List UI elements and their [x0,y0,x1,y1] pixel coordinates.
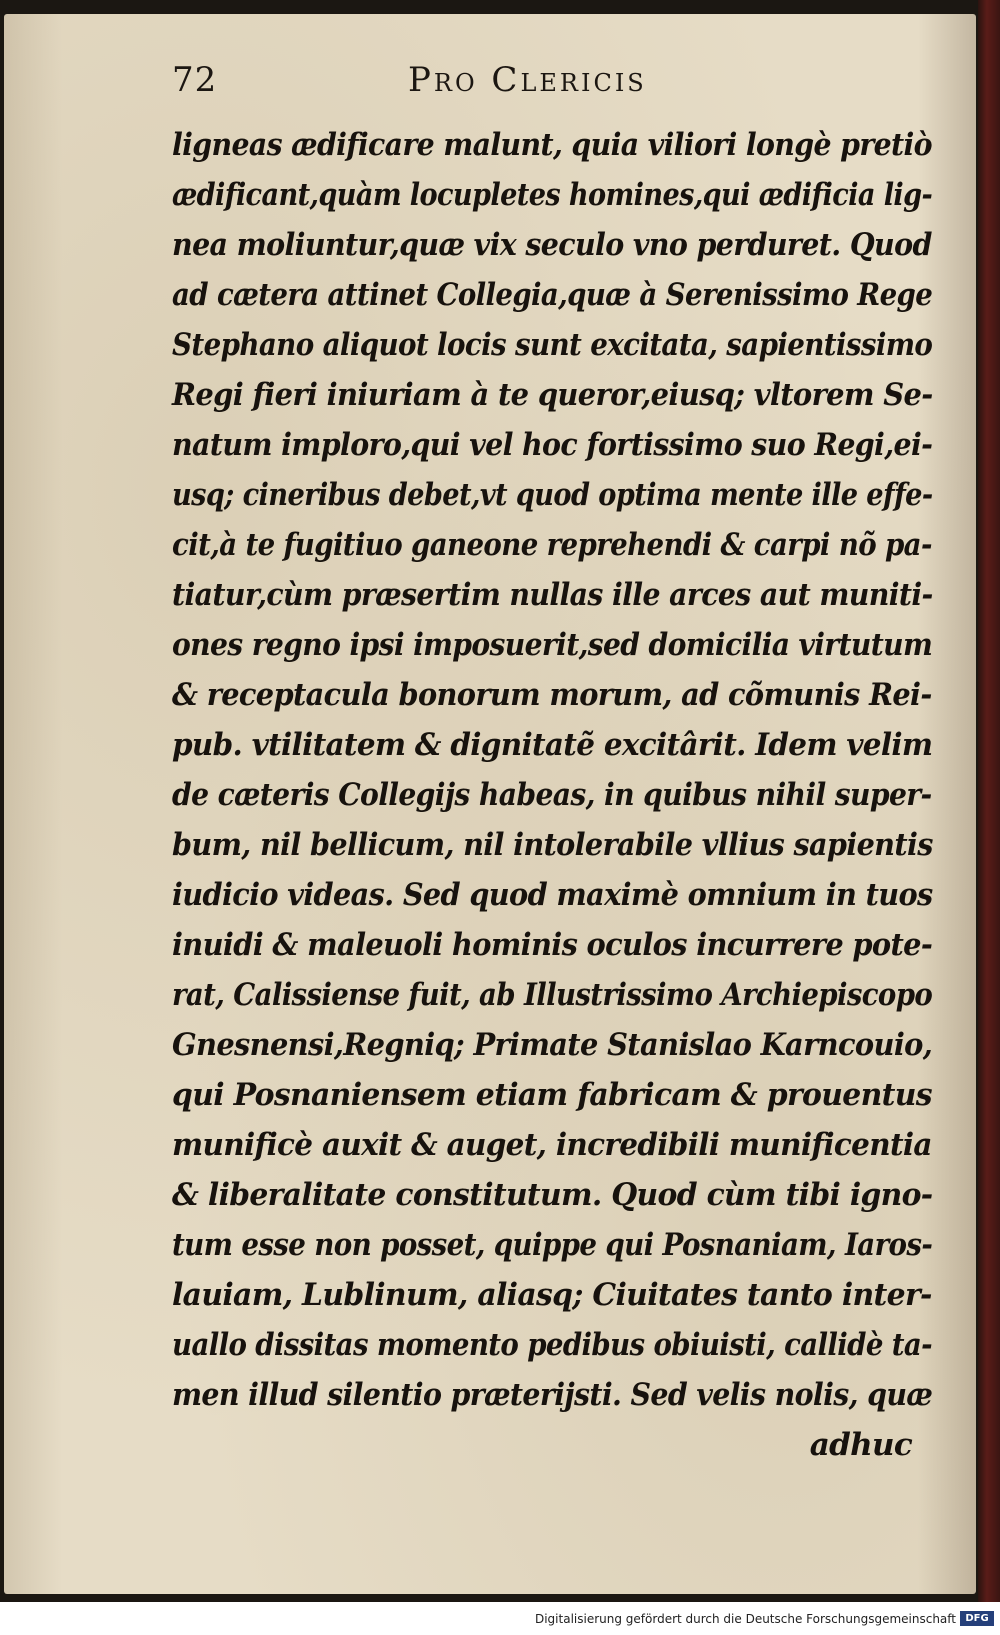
text-line: usq; cineribus debet,vt quod optima mente ille effe- [172,477,933,513]
text-line: ones regno ipsi imposuerit,sed domicilia virtutum [172,627,933,663]
text-line: qui Posnaniensem etiam fabricam & prouentus [172,1077,932,1113]
text-block [172,120,932,1470]
book-spine [978,0,1000,1602]
text-line: ad cætera attinet Collegia,quæ à Serenissimo Rege [172,277,933,313]
digitization-footer [0,1602,1000,1635]
text-line: bum, nil bellicum, nil intolerabile vllius sapientis [172,827,933,863]
text-line: inuidi & maleuoli hominis oculos incurrere pote- [172,927,933,963]
catchword: adhuc [809,1427,912,1463]
page-number: 72 [172,60,218,100]
text-line: Stephano aliquot locis sunt excitata, sapientissimo [172,327,933,363]
text-line: natum imploro,qui vel hoc fortissimo suo Regi,ei- [172,427,933,463]
text-line: & liberalitate constitutum. Quod cùm tibi igno- [172,1177,933,1213]
text-line: Regi fieri iniuriam à te queror,eiusq; vltorem Se- [172,377,933,413]
text-line: Gnesnensi,Regniq; Primate Stanislao Karncouio, [172,1027,933,1063]
page-header [172,60,732,116]
running-title: Pro Clericis [408,60,647,100]
text-line: lauiam, Lublinum, aliasq; Ciuitates tanto inter- [172,1277,932,1313]
text-line: rat, Calissiense fuit, ab Illustrissimo Archiepiscopo [172,977,933,1013]
text-line: nea moliuntur,quæ vix seculo vno perduret. Quod [172,227,932,263]
text-line: iudicio videas. Sed quod maximè omnium in tuos [172,877,933,913]
text-line: men illud silentio præterijsti. Sed velis nolis, quæ [172,1377,933,1413]
text-line: tum esse non posset, quippe qui Posnaniam, Iaros- [172,1227,933,1263]
text-line: & receptacula bonorum morum, ad cõmunis Rei- [172,677,932,713]
text-line: ædificant,quàm locupletes homines,qui ædificia lig- [172,177,933,213]
footer-credit: Digitalisierung gefördert durch die Deutsche Forschungsgemeinschaft [534,1612,956,1626]
text-line: pub. vtilitatem & dignitatẽ excitârit. Idem velim [172,727,933,763]
text-line: ligneas ædificare malunt, quia viliori longè pretiò [172,127,932,163]
text-line: uallo dissitas momento pedibus obiuisti, callidè ta- [172,1327,933,1363]
text-line: de cæteris Collegijs habeas, in quibus nihil super- [172,777,932,813]
dfg-logo: DFG [960,1611,994,1626]
text-line: tiatur,cùm præsertim nullas ille arces aut muniti- [172,577,933,613]
text-line: cit,à te fugitiuo ganeone reprehendi & carpi nõ pa- [172,527,932,563]
text-line: munificè auxit & auget, incredibili munificentia [172,1127,932,1163]
